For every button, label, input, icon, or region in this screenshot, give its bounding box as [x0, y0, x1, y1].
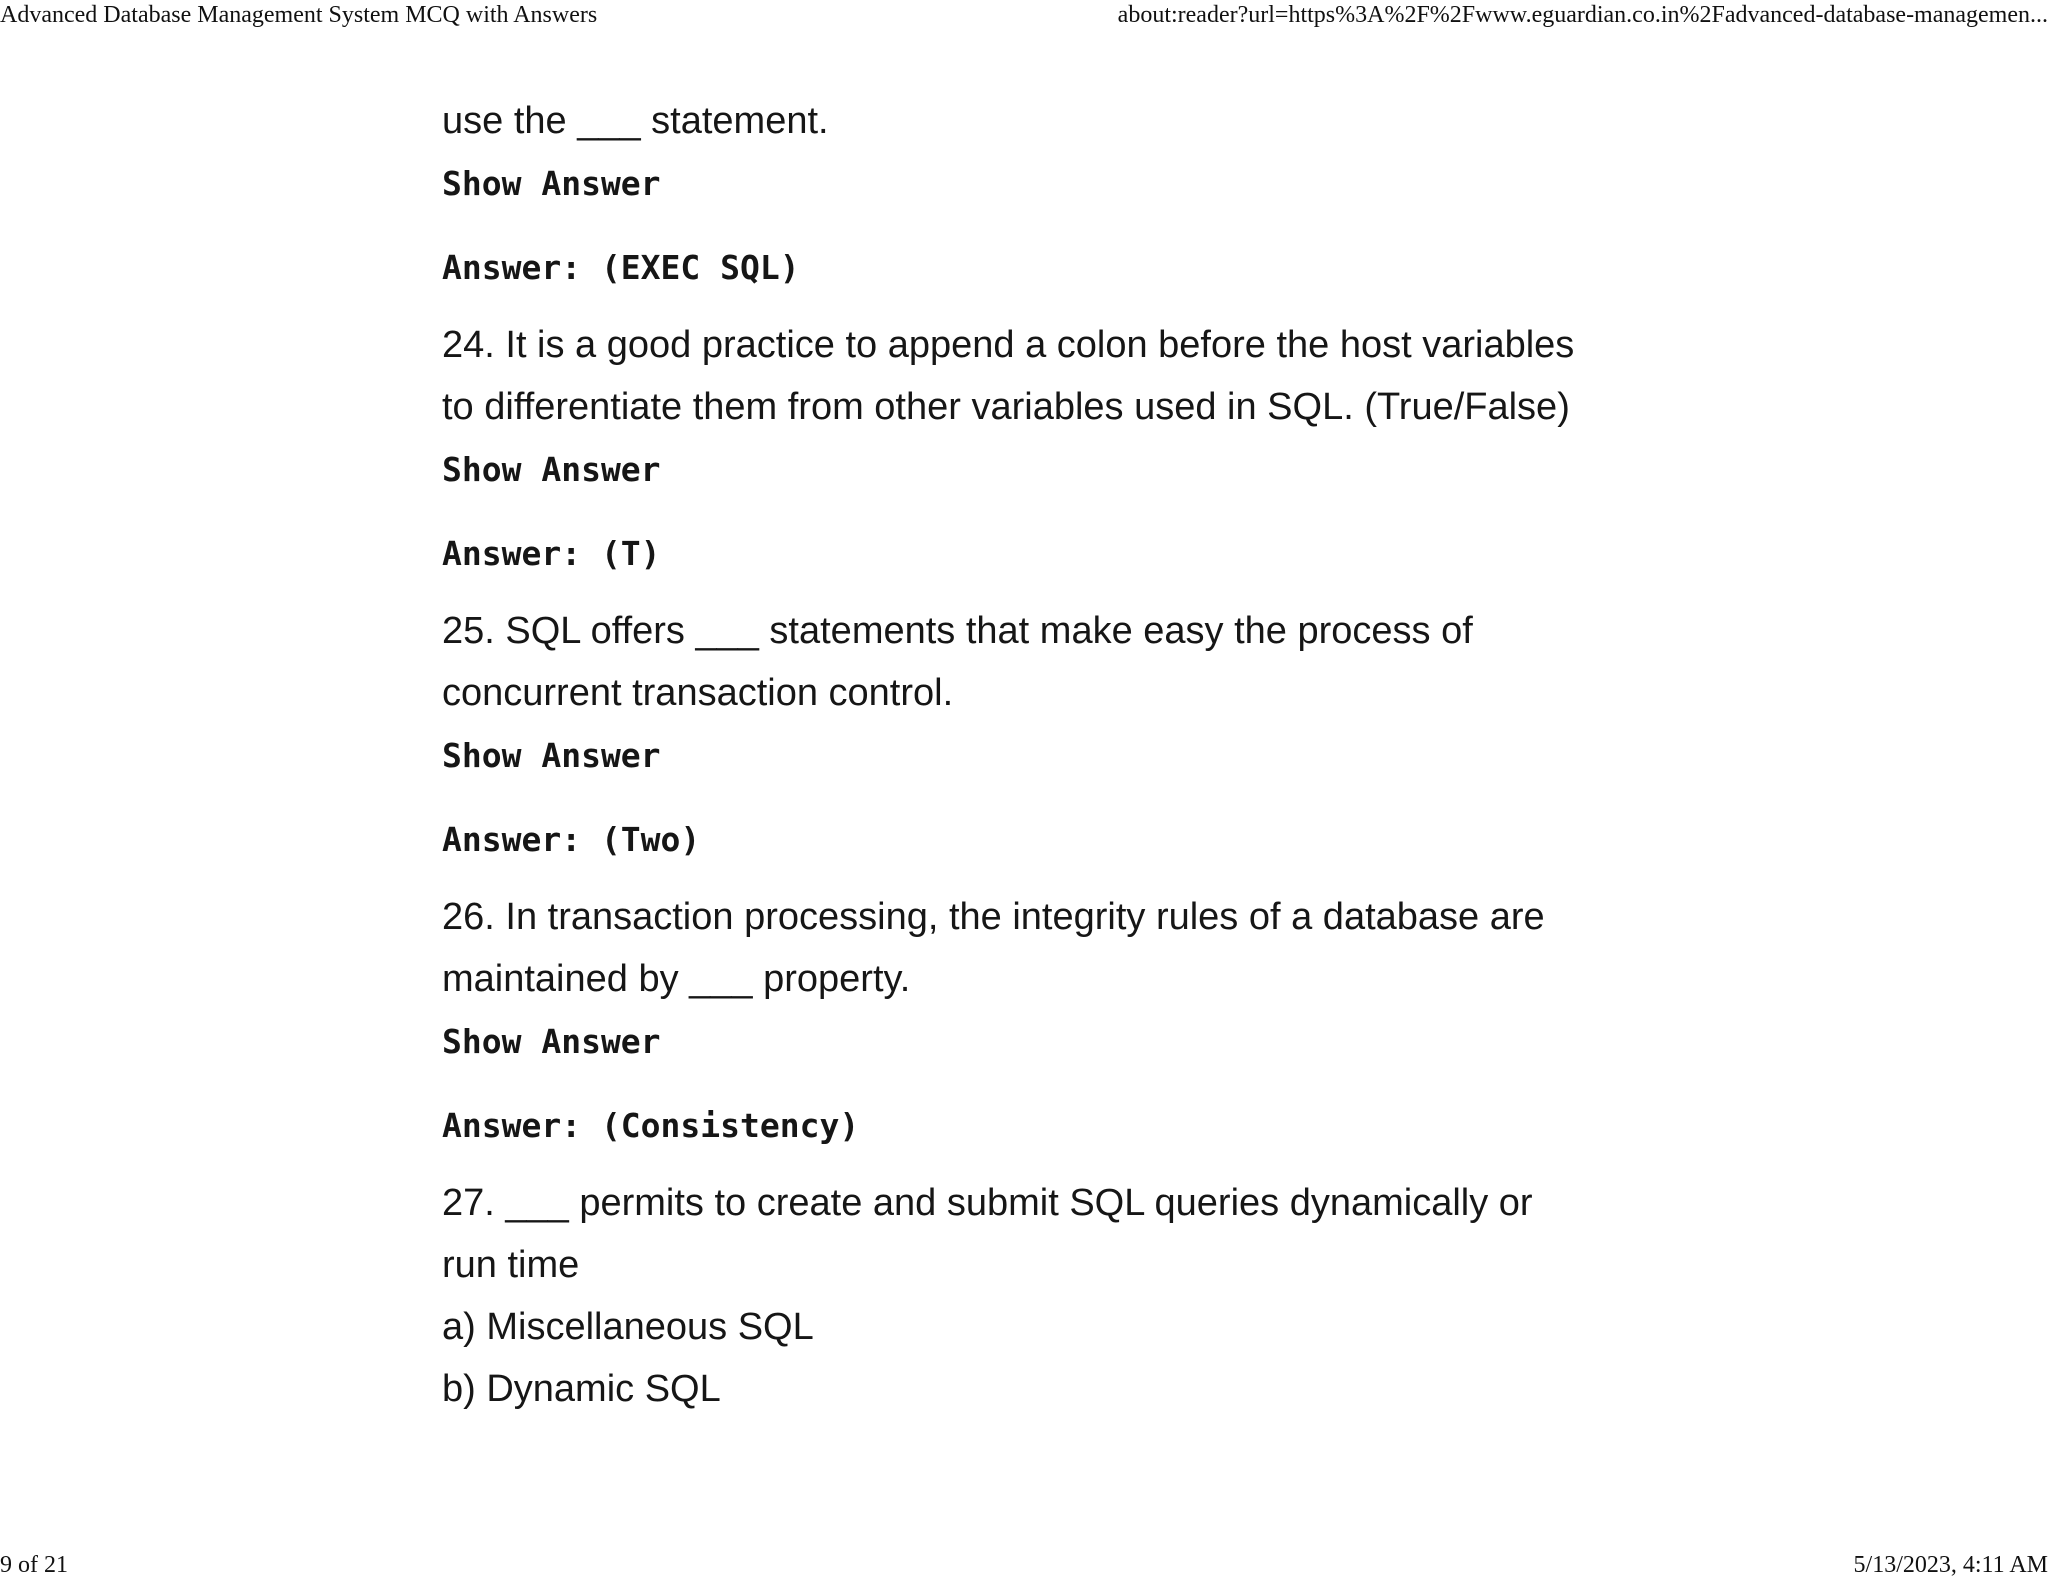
- page-title: Advanced Database Management System MCQ with Answers: [0, 2, 598, 28]
- question-27-line-1: 27. ___ permits to create and submit SQL queries dynamically or: [442, 1182, 1533, 1224]
- question-24-line-1: 24. It is a good practice to append a colon before the host variables: [442, 324, 1575, 366]
- page-url: about:reader?url=https%3A%2F%2Fwww.eguardian.co.in%2Fadvanced-database-managemen...: [1117, 2, 2048, 28]
- print-header: [0, 0, 2048, 32]
- page-number: 9 of 21: [0, 1552, 68, 1578]
- question-25-line-1: 25. SQL offers ___ statements that make easy the process of: [442, 610, 1473, 652]
- answer-26: Answer: (Consistency): [442, 1106, 860, 1145]
- question-27-option-b: b) Dynamic SQL: [442, 1368, 721, 1410]
- question-25: [442, 600, 1622, 724]
- question-24: [442, 314, 1622, 438]
- print-footer: [0, 1550, 2048, 1582]
- show-answer-button-23[interactable]: Show Answer: [442, 164, 661, 203]
- question-25-line-2: concurrent transaction control.: [442, 672, 954, 714]
- answer-23: Answer: (EXEC SQL): [442, 248, 800, 287]
- question-26: [442, 886, 1622, 1010]
- show-answer-button-24[interactable]: Show Answer: [442, 450, 661, 489]
- answer-24: Answer: (T): [442, 534, 661, 573]
- question-27: [442, 1172, 1622, 1420]
- show-answer-button-26[interactable]: Show Answer: [442, 1022, 661, 1061]
- question-26-line-2: maintained by ___ property.: [442, 958, 911, 1000]
- question-24-line-2: to differentiate them from other variables used in SQL. (True/False): [442, 386, 1570, 428]
- print-datetime: 5/13/2023, 4:11 AM: [1853, 1552, 2048, 1578]
- question-27-option-a: a) Miscellaneous SQL: [442, 1306, 814, 1348]
- question-23-tail: use the ___ statement.: [442, 100, 829, 142]
- question-26-line-1: 26. In transaction processing, the integrity rules of a database are: [442, 896, 1545, 938]
- article-content: [442, 90, 1622, 1420]
- question-27-line-2: run time: [442, 1244, 580, 1286]
- answer-25: Answer: (Two): [442, 820, 701, 859]
- show-answer-button-25[interactable]: Show Answer: [442, 736, 661, 775]
